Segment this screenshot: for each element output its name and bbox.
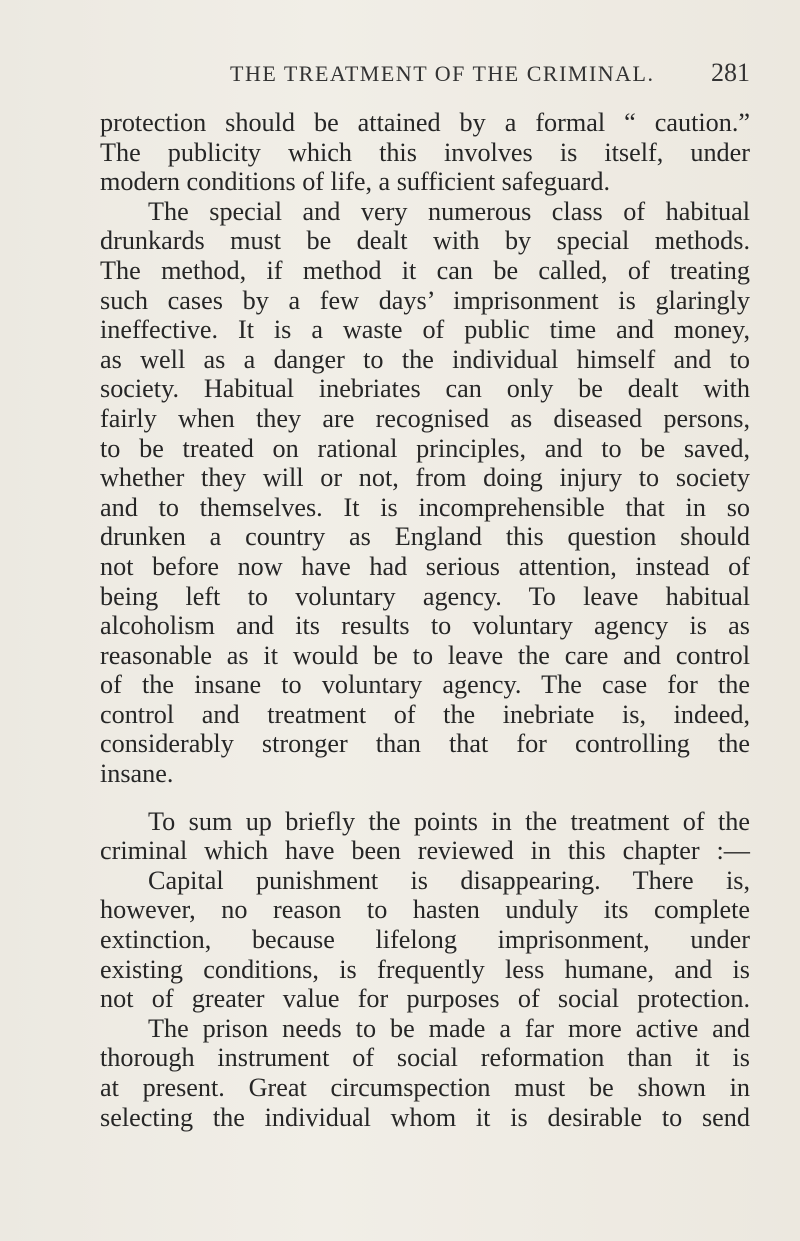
text-line: alcoholism and its results to voluntary agency is as [100,611,750,641]
text-line: The prison needs to be made a far more active and [148,1013,750,1043]
text-line: at present. Great circumspection must be shown in [100,1073,750,1102]
text-line: society. Habitual inebriates can only be dealt with [100,374,750,404]
text-line: To sum up briefly the points in the treatment of the [148,806,750,836]
text-line: extinction, because lifelong imprisonment, under [100,925,750,955]
text-line: reasonable as it would be to leave the care and control [100,640,750,670]
text-line: such cases by a few days’ imprisonment is glaringly [100,285,750,315]
text-line: not before now have had serious attention, instead of [100,551,750,581]
text-line: being left to voluntary agency. To leave habitual [100,581,750,611]
running-title: THE TREATMENT OF THE CRIMINAL. [230,61,655,86]
text-line: protection should be attained by a formal “ caution.” [100,108,750,137]
text-line: criminal which have been reviewed in this chapter :— [100,836,750,866]
text-line: modern conditions of life, a sufficient safeguard. [100,167,611,197]
text-line: considerably stronger than that for controlling the [100,729,750,759]
paragraph [100,197,750,789]
text-line: The method, if method it can be called, of treating [100,255,750,285]
paragraph-gap [100,789,750,807]
paragraph [100,108,750,197]
text-line: selecting the individual whom it is desirable to send [100,1102,750,1132]
page-number: 281 [711,58,750,87]
text-line: Capital punishment is disappearing. There is, [148,865,750,895]
text-line: fairly when they are recognised as diseased persons, [100,403,750,433]
text-line: The special and very numerous class of habitual [148,196,750,226]
text-line: The publicity which this involves is itself, under [100,137,750,167]
text-line: insane. [100,759,174,789]
text-line: however, no reason to hasten unduly its complete [100,895,750,925]
text-line: drunkards must be dealt with by special methods. [100,226,750,256]
text-line: control and treatment of the inebriate is, indeed, [100,699,750,729]
text-line: not of greater value for purposes of social protection. [100,984,750,1014]
text-line: of the insane to voluntary agency. The case for the [100,670,750,700]
text-line: existing conditions, is frequently less humane, and is [100,954,750,984]
body-text [100,108,750,1132]
text-line: to be treated on rational principles, and to be saved, [100,433,750,463]
text-line: whether they will or not, from doing injury to society [100,463,750,493]
text-line: as well as a danger to the individual himself and to [100,344,750,374]
paragraph [100,807,750,1133]
running-head [230,58,750,88]
text-line: ineffective. It is a waste of public time and money, [100,315,750,345]
text-line: and to themselves. It is incomprehensible that in so [100,492,750,522]
text-line: drunken a country as England this question should [100,522,750,552]
text-line: thorough instrument of social reformation than it is [100,1043,750,1073]
